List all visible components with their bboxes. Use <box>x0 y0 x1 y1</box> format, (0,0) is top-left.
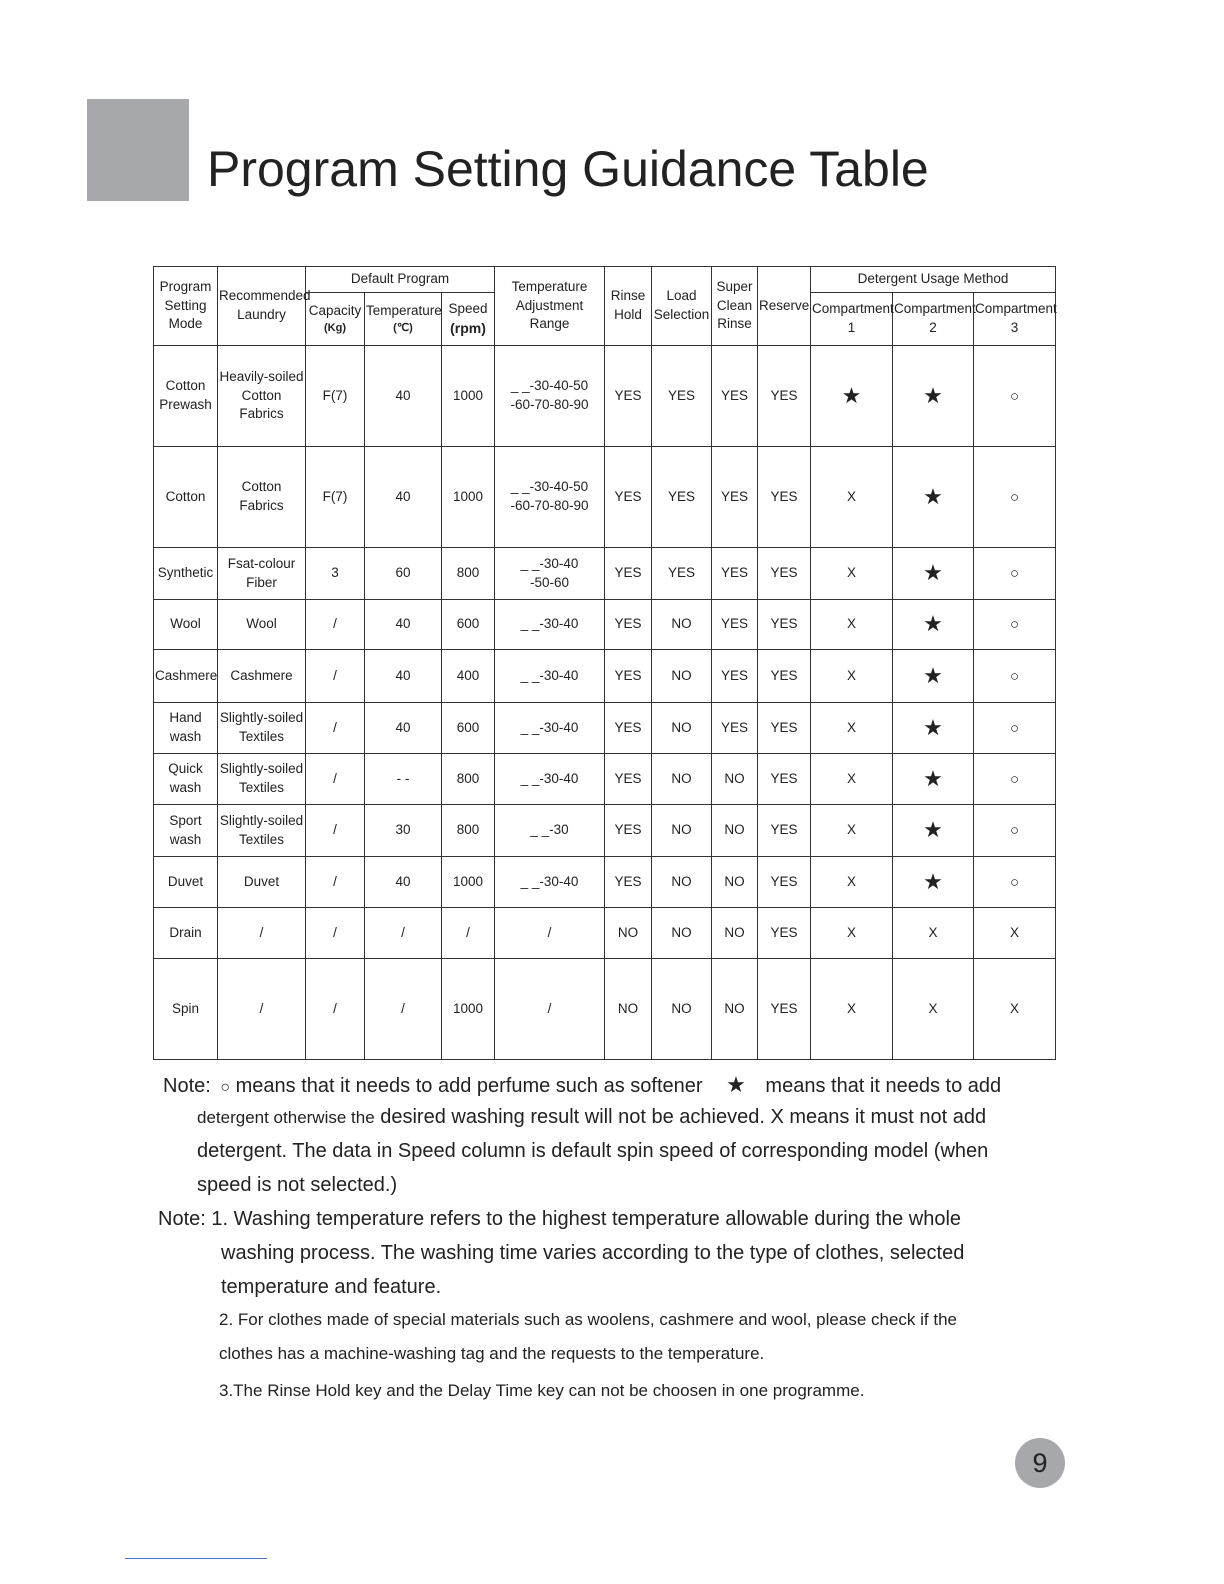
cell-rinse-hold: YES <box>605 703 652 754</box>
cell-reserve: YES <box>758 857 811 908</box>
cell-rinse-hold: YES <box>605 447 652 548</box>
cell-temperature: 60 <box>365 548 442 600</box>
cell-speed: 600 <box>442 600 495 650</box>
page-number: 9 <box>1015 1438 1065 1488</box>
cell-mode: Hand wash <box>154 703 218 754</box>
note-2-line-2: washing process. The washing time varies according to the type of clothes, selected <box>221 1242 965 1264</box>
cell-rinse-hold: YES <box>605 548 652 600</box>
cell-capacity: 3 <box>306 548 365 600</box>
header-rinse-hold: Rinse Hold <box>605 267 652 346</box>
cell-super-clean: YES <box>712 600 758 650</box>
cell-speed: 400 <box>442 650 495 703</box>
cell-rinse-hold: YES <box>605 650 652 703</box>
cell-super-clean: YES <box>712 548 758 600</box>
cell-compartment-1: X <box>811 650 893 703</box>
note-1-label: Note: <box>163 1075 211 1097</box>
cell-compartment-2: X <box>893 959 974 1060</box>
cell-temperature: / <box>365 908 442 959</box>
cell-compartment-1: X <box>811 805 893 857</box>
cell-compartment-1: X <box>811 857 893 908</box>
note-1-line-3: detergent. The data in Speed column is default spin speed of corresponding model (when <box>197 1140 989 1162</box>
cell-rinse-hold: NO <box>605 959 652 1060</box>
note-2-line-3: temperature and feature. <box>221 1276 442 1298</box>
header-speed: Speed (rpm) <box>442 293 495 346</box>
cell-speed: / <box>442 908 495 959</box>
cell-rinse-hold: YES <box>605 600 652 650</box>
note-2-item-2-line-1: 2. For clothes made of special materials such as woolens, cashmere and wool, please check if the <box>219 1310 957 1329</box>
cell-speed: 800 <box>442 548 495 600</box>
cell-mode: Wool <box>154 600 218 650</box>
cell-compartment-3: ○ <box>974 805 1056 857</box>
cell-mode: Spin <box>154 959 218 1060</box>
table-row <box>154 857 1056 908</box>
cell-mode: Cotton <box>154 447 218 548</box>
table-body <box>154 346 1056 1060</box>
cell-rinse-hold: NO <box>605 908 652 959</box>
cell-reserve: YES <box>758 346 811 447</box>
cell-load-selection: NO <box>652 908 712 959</box>
cell-super-clean: NO <box>712 959 758 1060</box>
cell-temperature: 40 <box>365 600 442 650</box>
header-temperature: Temperature (℃) <box>365 293 442 346</box>
cell-reserve: YES <box>758 805 811 857</box>
cell-super-clean: NO <box>712 908 758 959</box>
header-default-program: Default Program <box>306 267 495 293</box>
cell-load-selection: NO <box>652 959 712 1060</box>
title-accent-block <box>87 99 189 201</box>
cell-speed: 1000 <box>442 346 495 447</box>
cell-compartment-3: ○ <box>974 650 1056 703</box>
cell-temperature: 40 <box>365 447 442 548</box>
cell-compartment-3: ○ <box>974 447 1056 548</box>
cell-capacity: / <box>306 650 365 703</box>
cell-mode: Cotton Prewash <box>154 346 218 447</box>
cell-compartment-2: ★ <box>893 805 974 857</box>
cell-super-clean: NO <box>712 857 758 908</box>
cell-temperature: 40 <box>365 346 442 447</box>
cell-laundry: Slightly-soiled Textiles <box>218 703 306 754</box>
cell-compartment-1: ★ <box>811 346 893 447</box>
cell-reserve: YES <box>758 908 811 959</box>
cell-reserve: YES <box>758 447 811 548</box>
cell-compartment-1: X <box>811 703 893 754</box>
cell-reserve: YES <box>758 548 811 600</box>
cell-compartment-1: X <box>811 548 893 600</box>
cell-compartment-2: ★ <box>893 754 974 805</box>
cell-laundry: Heavily-soiled Cotton Fabrics <box>218 346 306 447</box>
cell-capacity: F(7) <box>306 447 365 548</box>
header-reserve: Reserve <box>758 267 811 346</box>
cell-mode: Cashmere <box>154 650 218 703</box>
cell-temp-range: _ _-30-40-50 -60-70-80-90 <box>495 447 605 548</box>
cell-load-selection: NO <box>652 703 712 754</box>
note-1-star-text: means that it needs to add <box>765 1075 1002 1097</box>
note-1-line-2: detergent otherwise the desired washing result will not be achieved. X means it must not add <box>197 1106 987 1128</box>
cell-temp-range: _ _-30-40 -50-60 <box>495 548 605 600</box>
header-program-setting-mode: Program Setting Mode <box>154 267 218 346</box>
cell-mode: Duvet <box>154 857 218 908</box>
cell-reserve: YES <box>758 959 811 1060</box>
cell-compartment-3: ○ <box>974 548 1056 600</box>
table-row <box>154 959 1056 1060</box>
table-row <box>154 346 1056 447</box>
cell-reserve: YES <box>758 650 811 703</box>
cell-laundry: Wool <box>218 600 306 650</box>
cell-speed: 800 <box>442 754 495 805</box>
cell-speed: 1000 <box>442 959 495 1060</box>
header-compartment-3: Compartment 3 <box>974 293 1056 346</box>
cell-compartment-2: ★ <box>893 548 974 600</box>
cell-compartment-2: ★ <box>893 447 974 548</box>
cell-capacity: / <box>306 805 365 857</box>
note-2-item-3: 3.The Rinse Hold key and the Delay Time key can not be choosen in one programme. <box>219 1381 865 1400</box>
cell-compartment-2: ★ <box>893 857 974 908</box>
cell-rinse-hold: YES <box>605 754 652 805</box>
cell-speed: 1000 <box>442 857 495 908</box>
header-compartment-1: Compartment 1 <box>811 293 893 346</box>
cell-temperature: 30 <box>365 805 442 857</box>
cell-compartment-1: X <box>811 600 893 650</box>
cell-temp-range: _ _-30 <box>495 805 605 857</box>
note-1-line-1 <box>163 1072 1001 1098</box>
cell-compartment-3: ○ <box>974 857 1056 908</box>
cell-compartment-3: ○ <box>974 346 1056 447</box>
cell-load-selection: NO <box>652 805 712 857</box>
cell-load-selection: YES <box>652 447 712 548</box>
cell-compartment-3: X <box>974 959 1056 1060</box>
table-row <box>154 447 1056 548</box>
cell-super-clean: YES <box>712 447 758 548</box>
cell-compartment-3: ○ <box>974 754 1056 805</box>
cell-load-selection: NO <box>652 600 712 650</box>
cell-laundry: Slightly-soiled Textiles <box>218 805 306 857</box>
cell-capacity: / <box>306 703 365 754</box>
cell-temp-range: _ _-30-40 <box>495 754 605 805</box>
page-title: Program Setting Guidance Table <box>207 141 929 197</box>
table-row <box>154 650 1056 703</box>
header-detergent-usage: Detergent Usage Method <box>811 267 1056 293</box>
star-symbol-icon: ★ <box>726 1072 746 1097</box>
cell-super-clean: YES <box>712 703 758 754</box>
cell-temp-range: / <box>495 908 605 959</box>
cell-capacity: / <box>306 959 365 1060</box>
cell-temperature: 40 <box>365 703 442 754</box>
table-row <box>154 754 1056 805</box>
cell-compartment-1: X <box>811 908 893 959</box>
cell-laundry: / <box>218 959 306 1060</box>
cell-temp-range: _ _-30-40 <box>495 650 605 703</box>
cell-rinse-hold: YES <box>605 805 652 857</box>
cell-temperature: 40 <box>365 650 442 703</box>
cell-laundry: Slightly-soiled Textiles <box>218 754 306 805</box>
cell-temp-range: _ _-30-40 <box>495 703 605 754</box>
cell-mode: Synthetic <box>154 548 218 600</box>
cell-reserve: YES <box>758 703 811 754</box>
cell-compartment-2: ★ <box>893 650 974 703</box>
header-capacity: Capacity (Kg) <box>306 293 365 346</box>
table-row <box>154 600 1056 650</box>
note-2-item-2-line-2: clothes has a machine-washing tag and the requests to the temperature. <box>219 1344 765 1363</box>
table-row <box>154 805 1056 857</box>
cell-load-selection: YES <box>652 548 712 600</box>
cell-temperature: / <box>365 959 442 1060</box>
cell-compartment-1: X <box>811 447 893 548</box>
cell-temperature: - - <box>365 754 442 805</box>
cell-super-clean: NO <box>712 805 758 857</box>
cell-temperature: 40 <box>365 857 442 908</box>
cell-compartment-1: X <box>811 959 893 1060</box>
header-temperature-range: Temperature Adjustment Range <box>495 267 605 346</box>
cell-speed: 800 <box>442 805 495 857</box>
note-1-line-4: speed is not selected.) <box>197 1174 398 1196</box>
cell-laundry: / <box>218 908 306 959</box>
cell-compartment-2: ★ <box>893 600 974 650</box>
cell-compartment-2: X <box>893 908 974 959</box>
cell-load-selection: YES <box>652 346 712 447</box>
cell-temp-range: _ _-30-40 <box>495 600 605 650</box>
cell-temp-range: _ _-30-40 <box>495 857 605 908</box>
bottom-rule <box>125 1558 267 1559</box>
cell-laundry: Duvet <box>218 857 306 908</box>
cell-temp-range: _ _-30-40-50 -60-70-80-90 <box>495 346 605 447</box>
cell-compartment-2: ★ <box>893 346 974 447</box>
cell-capacity: / <box>306 908 365 959</box>
cell-laundry: Fsat-colour Fiber <box>218 548 306 600</box>
cell-reserve: YES <box>758 600 811 650</box>
cell-laundry: Cashmere <box>218 650 306 703</box>
cell-capacity: / <box>306 754 365 805</box>
cell-super-clean: NO <box>712 754 758 805</box>
cell-speed: 1000 <box>442 447 495 548</box>
cell-compartment-3: X <box>974 908 1056 959</box>
table-row <box>154 703 1056 754</box>
cell-load-selection: NO <box>652 857 712 908</box>
cell-compartment-2: ★ <box>893 703 974 754</box>
header-super-clean-rinse: Super Clean Rinse <box>712 267 758 346</box>
cell-rinse-hold: YES <box>605 857 652 908</box>
program-guidance-table <box>153 266 1056 1060</box>
note-2-label: Note: <box>158 1208 206 1230</box>
cell-rinse-hold: YES <box>605 346 652 447</box>
cell-capacity: / <box>306 857 365 908</box>
cell-capacity: F(7) <box>306 346 365 447</box>
header-load-selection: Load Selection <box>652 267 712 346</box>
cell-load-selection: NO <box>652 754 712 805</box>
cell-laundry: Cotton Fabrics <box>218 447 306 548</box>
circle-symbol-icon: ○ <box>220 1079 231 1096</box>
cell-mode: Quick wash <box>154 754 218 805</box>
cell-reserve: YES <box>758 754 811 805</box>
cell-temp-range: / <box>495 959 605 1060</box>
cell-compartment-1: X <box>811 754 893 805</box>
header-compartment-2: Compartment 2 <box>893 293 974 346</box>
cell-mode: Sport wash <box>154 805 218 857</box>
cell-compartment-3: ○ <box>974 703 1056 754</box>
cell-mode: Drain <box>154 908 218 959</box>
cell-compartment-3: ○ <box>974 600 1056 650</box>
cell-super-clean: YES <box>712 650 758 703</box>
note-2-line-1: Note: 1. Washing temperature refers to the highest temperature allowable during the whole <box>158 1208 962 1230</box>
cell-super-clean: YES <box>712 346 758 447</box>
table-row <box>154 548 1056 600</box>
note-1-circle-text: means that it needs to add perfume such as softener <box>235 1075 703 1097</box>
table-row <box>154 908 1056 959</box>
header-recommended-laundry: Recommended Laundry <box>218 267 306 346</box>
cell-load-selection: NO <box>652 650 712 703</box>
cell-speed: 600 <box>442 703 495 754</box>
cell-capacity: / <box>306 600 365 650</box>
